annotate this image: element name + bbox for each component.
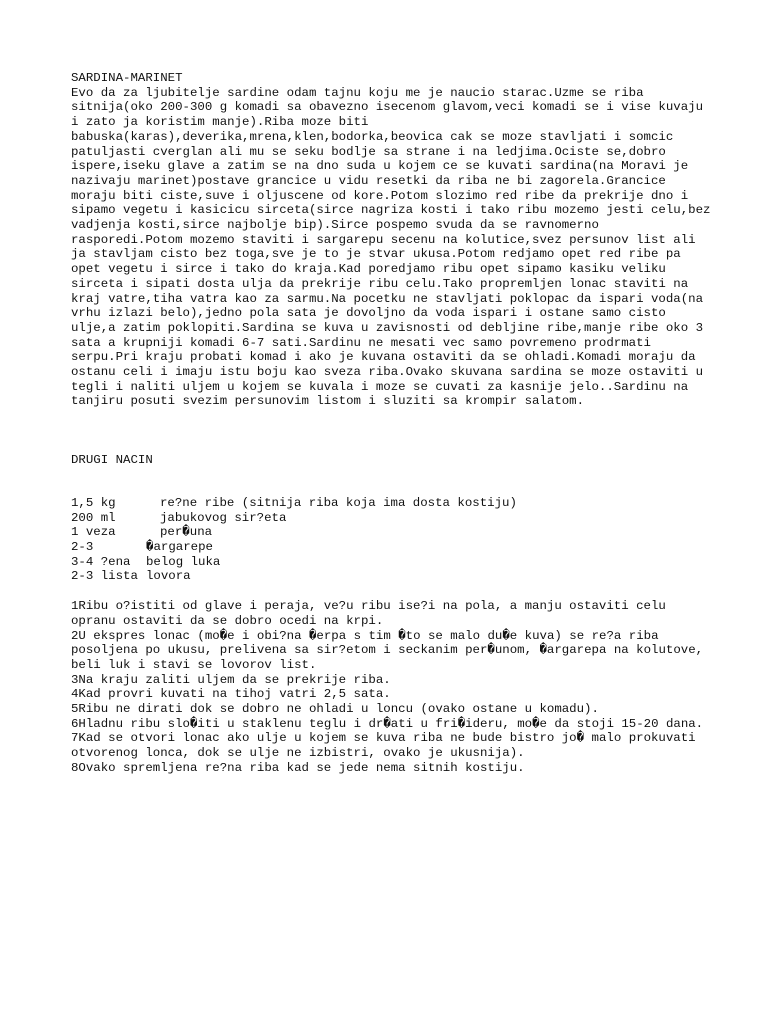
step-item: 8Ovako spremljena re?na riba kad se jede nema sitnih kostiju. xyxy=(71,760,525,775)
ingredient-row xyxy=(71,525,711,540)
document-body xyxy=(71,71,711,776)
ingredient-quantity: 2-3 xyxy=(71,539,94,554)
spacer xyxy=(71,584,711,599)
ingredient-quantity: 1 veza xyxy=(71,525,116,540)
step-item: 3Na kraju zaliti uljem da se prekrije riba. xyxy=(71,672,391,687)
ingredient-row xyxy=(71,569,711,584)
step-item: 4Kad provri kuvati na tihoj vatri 2,5 sata. xyxy=(71,687,391,702)
ingredient-row xyxy=(71,496,711,511)
steps-list xyxy=(71,599,711,775)
step-item: 1Ribu o?istiti od glave i peraja, ve?u ribu ise?i na pola, a manju ostaviti celu opranu ostaviti da se dobro ocedi na krpi. xyxy=(71,599,674,628)
step-item: 2U ekspres lonac (mo�e i obi?na �erpa s tim �to se malo du�e kuva) se re?a riba posoljena po ukusu, prelivena sa sir?etom i seckanim per�unom, �argarepa na kolutove, beli luk i stavi se lovorov list. xyxy=(71,628,711,672)
ingredient-name: �argarepe xyxy=(146,539,213,554)
ingredient-quantity: 2-3 lista xyxy=(71,569,138,584)
step-item: 7Kad se otvori lonac ako ulje u kojem se kuva riba ne bude bistro jo� malo prokuvati otvorenog lonca, dok se ulje ne izbistri, ovako je ukusnija). xyxy=(71,731,704,761)
ingredient-name: belog luka xyxy=(146,554,221,569)
ingredient-name: jabukovog sir?eta xyxy=(160,510,287,525)
recipe-intro: Evo da za ljubitelje sardine odam tajnu koju me je naucio starac.Uzme se riba sitnija(oko 200-300 g komadi sa obavezno isecenom glavom,veci komadi se i vise kuvaju i zato ja koristim manje).Riba moze biti babuska(karas),deverika,mrena,klen,bodorka,beovica cak se moze stavljati i somcic patuljasti cverglan ali mu se seku bodlje sa strane i na ledjima.Ociste se,dobro ispere,iseku glave a zatim se na dno suda u kojem ce se kuvati sardina(na Moravi je nazivaju marinet)postave grancice u vidu resetki da riba ne bi zagorela.Grancice moraju biti ciste,suve i oljuscene od kore.Potom slozimo red ribe da prekrije dno i sipamo vegetu i kasicicu sirceta(sirce nagriza kosti i tako ribu mozemo jesti celu,bez vadjenja kosti,sirce najbolje bip).Sirce pospemo svuda da se ravnomerno rasporedi.Potom mozemo staviti i sargarepu secenu na kolutice,svez persunov list ali ja stavljam cisto bez toga,sve je to je stvar ukusa.Potom redjamo opet red ribe pa opet vegetu i sirce i tako do kraja.Kad poredjamo ribu opet sipamo kasiku veliku sirceta i sipati dosta ulja da prekrije ribu celu.Tako propremljen lonac staviti na kraj vatre,tiha vatra kao za sarmu.Na pocetku ne stavljati poklopac da ispari voda(na vrhu izlazi belo),jedno pola sata je dovoljno da voda ispari i ostane samo cisto ulje,a zatim poklopiti.Sardina se kuva u zavisnosti od debljine ribe,manje ribe oko 3 sata a krupniji komadi 6-7 sati.Sardinu ne mesati vec samo povremeno prodrmati serpu.Pri kraju probati komad i ako je kuvana ostaviti da se ohladi.Komadi moraju da ostanu celi i imaju istu boju kao sveza riba.Ovako skuvana sardina se moze ostaviti u tegli i naliti uljem u kojem se kuvala i moze se cuvati za kasnije jelo..Sardinu na tanjiru posuti svezim persunovim listom i sluziti sa krompir salatom. xyxy=(71,85,711,409)
recipe-title: SARDINA-MARINET xyxy=(71,71,183,85)
ingredient-row xyxy=(71,540,711,555)
ingredient-name: per�una xyxy=(160,525,213,540)
ingredient-row xyxy=(71,511,711,526)
spacer xyxy=(71,409,711,453)
section-title: DRUGI NACIN xyxy=(71,453,153,468)
ingredients-list xyxy=(71,496,711,584)
spacer xyxy=(71,468,711,496)
ingredient-row xyxy=(71,555,711,570)
step-item: 5Ribu ne dirati dok se dobro ne ohladi u loncu (ovako ostane u komadu). xyxy=(71,702,599,717)
ingredient-quantity: 200 ml xyxy=(71,510,116,525)
ingredient-quantity: 3-4 ?ena xyxy=(71,554,131,569)
ingredient-name: lovora xyxy=(146,569,191,584)
ingredient-quantity: 1,5 kg xyxy=(71,495,116,510)
step-item: 6Hladnu ribu slo�iti u staklenu teglu i dr�ati u fri�ideru, mo�e da stoji 15-20 dana. xyxy=(71,716,704,731)
ingredient-name: re?ne ribe (sitnija riba koja ima dosta kostiju) xyxy=(160,495,517,510)
